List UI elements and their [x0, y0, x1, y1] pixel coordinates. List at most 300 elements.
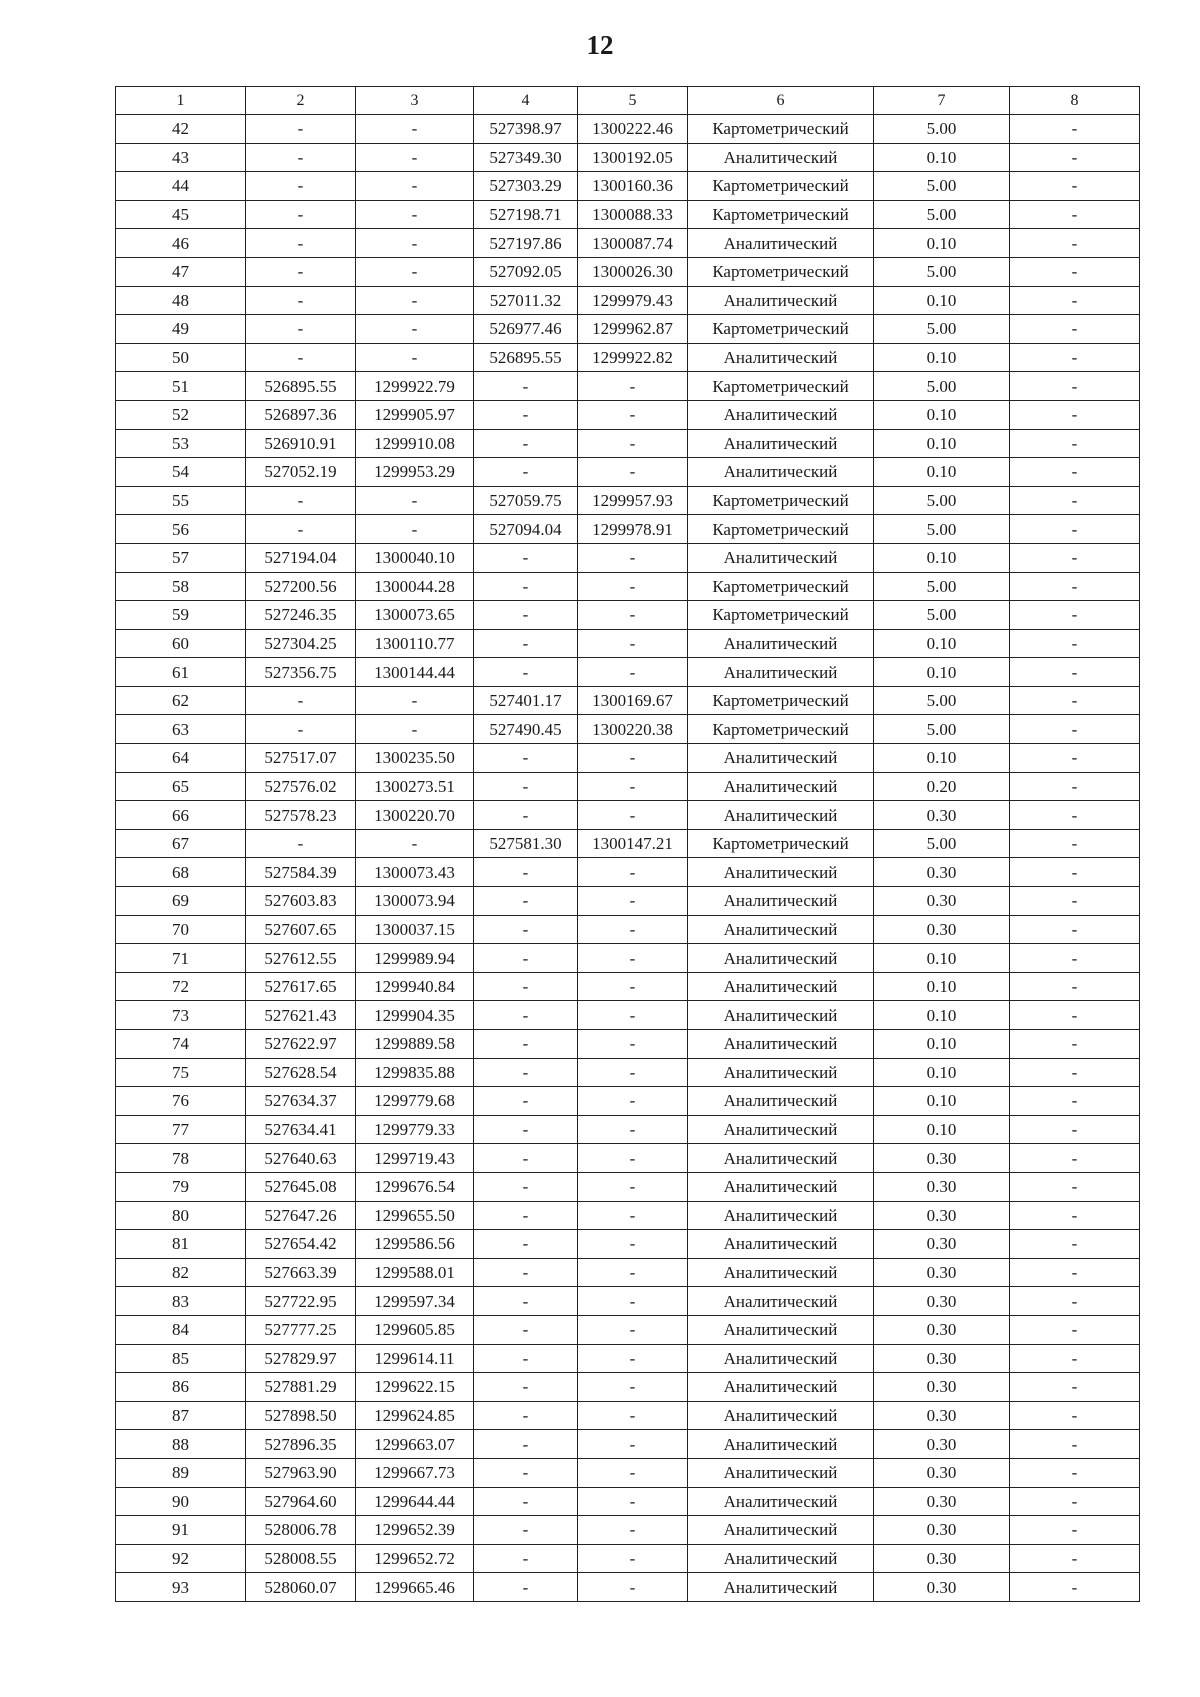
cell-existing-x: 527634.41: [246, 1115, 356, 1144]
cell-existing-y: -: [356, 286, 474, 315]
cell-point-number: 80: [116, 1201, 246, 1230]
table-row: [116, 686, 1140, 715]
cell-existing-y: -: [356, 115, 474, 144]
cell-description: -: [1010, 372, 1140, 401]
cell-accuracy: 0.10: [874, 429, 1010, 458]
cell-existing-x: -: [246, 115, 356, 144]
cell-existing-y: 1300220.70: [356, 801, 474, 830]
cell-existing-y: -: [356, 829, 474, 858]
cell-accuracy: 0.30: [874, 1487, 1010, 1516]
cell-description: -: [1010, 1258, 1140, 1287]
cell-existing-x: 527645.08: [246, 1172, 356, 1201]
cell-method: Аналитический: [688, 429, 874, 458]
cell-description: -: [1010, 1201, 1140, 1230]
cell-existing-x: -: [246, 172, 356, 201]
table-row: [116, 1172, 1140, 1201]
table-row: [116, 229, 1140, 258]
cell-point-number: 57: [116, 543, 246, 572]
cell-description: -: [1010, 1230, 1140, 1259]
cell-point-number: 43: [116, 143, 246, 172]
cell-new-x: -: [474, 772, 578, 801]
cell-existing-y: 1299779.68: [356, 1087, 474, 1116]
cell-description: -: [1010, 1144, 1140, 1173]
cell-new-x: -: [474, 1544, 578, 1573]
cell-point-number: 44: [116, 172, 246, 201]
cell-new-y: -: [578, 1001, 688, 1030]
cell-method: Аналитический: [688, 1315, 874, 1344]
cell-accuracy: 0.10: [874, 944, 1010, 973]
cell-new-y: -: [578, 601, 688, 630]
cell-point-number: 61: [116, 658, 246, 687]
cell-description: -: [1010, 229, 1140, 258]
cell-accuracy: 0.30: [874, 1344, 1010, 1373]
cell-accuracy: 0.10: [874, 458, 1010, 487]
column-header-3: 3: [356, 87, 474, 115]
cell-existing-y: 1299588.01: [356, 1258, 474, 1287]
cell-point-number: 91: [116, 1516, 246, 1545]
cell-accuracy: 0.10: [874, 1087, 1010, 1116]
table-row: [116, 1458, 1140, 1487]
cell-method: Аналитический: [688, 1573, 874, 1602]
cell-existing-x: 527052.19: [246, 458, 356, 487]
column-header-6: 6: [688, 87, 874, 115]
table-row: [116, 601, 1140, 630]
cell-point-number: 63: [116, 715, 246, 744]
cell-existing-x: 527200.56: [246, 572, 356, 601]
cell-new-y: -: [578, 372, 688, 401]
cell-existing-x: 527963.90: [246, 1458, 356, 1487]
cell-new-y: -: [578, 1030, 688, 1059]
cell-new-y: -: [578, 543, 688, 572]
cell-description: -: [1010, 887, 1140, 916]
cell-accuracy: 0.10: [874, 1001, 1010, 1030]
cell-method: Аналитический: [688, 658, 874, 687]
cell-method: Аналитический: [688, 400, 874, 429]
cell-method: Аналитический: [688, 1458, 874, 1487]
cell-existing-y: 1299835.88: [356, 1058, 474, 1087]
cell-new-y: -: [578, 744, 688, 773]
cell-existing-y: 1299953.29: [356, 458, 474, 487]
cell-method: Аналитический: [688, 915, 874, 944]
cell-new-x: 527011.32: [474, 286, 578, 315]
cell-description: -: [1010, 944, 1140, 973]
cell-new-y: -: [578, 1573, 688, 1602]
cell-point-number: 92: [116, 1544, 246, 1573]
table-row: [116, 172, 1140, 201]
cell-existing-x: 527356.75: [246, 658, 356, 687]
cell-existing-x: 527881.29: [246, 1373, 356, 1402]
cell-new-y: -: [578, 1172, 688, 1201]
cell-accuracy: 5.00: [874, 115, 1010, 144]
table-row: [116, 1087, 1140, 1116]
cell-description: -: [1010, 515, 1140, 544]
cell-accuracy: 5.00: [874, 715, 1010, 744]
cell-new-y: -: [578, 1487, 688, 1516]
cell-existing-y: 1300037.15: [356, 915, 474, 944]
cell-point-number: 45: [116, 200, 246, 229]
cell-existing-x: 527896.35: [246, 1430, 356, 1459]
cell-new-y: -: [578, 1344, 688, 1373]
table-row: [116, 1344, 1140, 1373]
cell-accuracy: 0.30: [874, 1201, 1010, 1230]
cell-description: -: [1010, 915, 1140, 944]
cell-accuracy: 5.00: [874, 372, 1010, 401]
table-row: [116, 1058, 1140, 1087]
cell-accuracy: 5.00: [874, 601, 1010, 630]
cell-accuracy: 0.30: [874, 1544, 1010, 1573]
cell-description: -: [1010, 172, 1140, 201]
cell-accuracy: 5.00: [874, 515, 1010, 544]
cell-point-number: 79: [116, 1172, 246, 1201]
cell-new-y: -: [578, 1230, 688, 1259]
cell-new-x: -: [474, 944, 578, 973]
cell-existing-y: -: [356, 172, 474, 201]
cell-new-x: -: [474, 1258, 578, 1287]
cell-existing-y: 1300044.28: [356, 572, 474, 601]
cell-new-y: -: [578, 629, 688, 658]
cell-new-y: 1299957.93: [578, 486, 688, 515]
cell-existing-x: 527194.04: [246, 543, 356, 572]
cell-accuracy: 0.30: [874, 887, 1010, 916]
cell-existing-x: -: [246, 257, 356, 286]
cell-existing-x: 527621.43: [246, 1001, 356, 1030]
cell-existing-y: -: [356, 343, 474, 372]
cell-description: -: [1010, 458, 1140, 487]
cell-description: -: [1010, 286, 1140, 315]
cell-new-y: -: [578, 1315, 688, 1344]
table-row: [116, 1115, 1140, 1144]
cell-existing-y: -: [356, 200, 474, 229]
cell-new-x: -: [474, 1373, 578, 1402]
cell-accuracy: 0.30: [874, 1172, 1010, 1201]
cell-new-y: 1300087.74: [578, 229, 688, 258]
cell-new-x: 527197.86: [474, 229, 578, 258]
cell-existing-x: -: [246, 515, 356, 544]
cell-description: -: [1010, 1573, 1140, 1602]
table-row: [116, 1287, 1140, 1316]
cell-point-number: 47: [116, 257, 246, 286]
cell-new-x: -: [474, 1487, 578, 1516]
cell-new-y: 1299922.82: [578, 343, 688, 372]
cell-point-number: 67: [116, 829, 246, 858]
cell-existing-y: -: [356, 686, 474, 715]
cell-new-x: -: [474, 744, 578, 773]
cell-existing-x: 527722.95: [246, 1287, 356, 1316]
cell-new-y: -: [578, 1430, 688, 1459]
cell-point-number: 85: [116, 1344, 246, 1373]
cell-new-y: -: [578, 1144, 688, 1173]
table-row: [116, 286, 1140, 315]
cell-point-number: 58: [116, 572, 246, 601]
cell-accuracy: 0.30: [874, 1315, 1010, 1344]
cell-existing-x: 527640.63: [246, 1144, 356, 1173]
cell-new-y: -: [578, 801, 688, 830]
cell-point-number: 50: [116, 343, 246, 372]
cell-method: Аналитический: [688, 1172, 874, 1201]
cell-new-x: -: [474, 1230, 578, 1259]
cell-accuracy: 0.10: [874, 286, 1010, 315]
cell-accuracy: 5.00: [874, 172, 1010, 201]
cell-new-x: -: [474, 1115, 578, 1144]
cell-new-x: -: [474, 1401, 578, 1430]
cell-accuracy: 0.20: [874, 772, 1010, 801]
cell-method: Аналитический: [688, 229, 874, 258]
cell-point-number: 64: [116, 744, 246, 773]
table-row: [116, 1430, 1140, 1459]
cell-new-x: 527059.75: [474, 486, 578, 515]
cell-accuracy: 0.10: [874, 543, 1010, 572]
table-row: [116, 486, 1140, 515]
column-header-4: 4: [474, 87, 578, 115]
cell-existing-x: -: [246, 286, 356, 315]
cell-existing-x: 527647.26: [246, 1201, 356, 1230]
cell-method: Картометрический: [688, 572, 874, 601]
cell-accuracy: 0.30: [874, 801, 1010, 830]
cell-new-y: -: [578, 572, 688, 601]
cell-method: Аналитический: [688, 1058, 874, 1087]
cell-existing-y: 1300273.51: [356, 772, 474, 801]
cell-description: -: [1010, 1401, 1140, 1430]
cell-point-number: 65: [116, 772, 246, 801]
cell-existing-y: -: [356, 715, 474, 744]
cell-existing-y: 1299922.79: [356, 372, 474, 401]
cell-new-x: -: [474, 801, 578, 830]
cell-method: Картометрический: [688, 715, 874, 744]
cell-new-x: -: [474, 858, 578, 887]
cell-point-number: 56: [116, 515, 246, 544]
cell-description: -: [1010, 429, 1140, 458]
cell-new-y: -: [578, 887, 688, 916]
table-row: [116, 915, 1140, 944]
cell-method: Картометрический: [688, 515, 874, 544]
column-header-1: 1: [116, 87, 246, 115]
table-row: [116, 1230, 1140, 1259]
cell-new-y: -: [578, 972, 688, 1001]
cell-existing-y: -: [356, 515, 474, 544]
cell-existing-x: 527898.50: [246, 1401, 356, 1430]
cell-existing-x: 527964.60: [246, 1487, 356, 1516]
cell-existing-y: 1299644.44: [356, 1487, 474, 1516]
cell-existing-x: 527628.54: [246, 1058, 356, 1087]
cell-point-number: 68: [116, 858, 246, 887]
cell-existing-y: 1299719.43: [356, 1144, 474, 1173]
cell-existing-x: 528008.55: [246, 1544, 356, 1573]
cell-description: -: [1010, 115, 1140, 144]
table-row: [116, 1030, 1140, 1059]
cell-existing-x: 527617.65: [246, 972, 356, 1001]
cell-accuracy: 5.00: [874, 200, 1010, 229]
cell-new-y: 1300222.46: [578, 115, 688, 144]
cell-point-number: 72: [116, 972, 246, 1001]
cell-point-number: 89: [116, 1458, 246, 1487]
cell-new-x: -: [474, 1087, 578, 1116]
cell-method: Картометрический: [688, 486, 874, 515]
cell-existing-y: 1299614.11: [356, 1344, 474, 1373]
cell-point-number: 88: [116, 1430, 246, 1459]
cell-accuracy: 0.30: [874, 1458, 1010, 1487]
cell-new-x: -: [474, 1201, 578, 1230]
cell-existing-x: -: [246, 229, 356, 258]
cell-existing-x: -: [246, 486, 356, 515]
cell-new-x: -: [474, 1172, 578, 1201]
cell-description: -: [1010, 1544, 1140, 1573]
table-row: [116, 744, 1140, 773]
cell-description: -: [1010, 543, 1140, 572]
cell-point-number: 71: [116, 944, 246, 973]
cell-new-y: -: [578, 858, 688, 887]
table-row: [116, 515, 1140, 544]
cell-new-y: -: [578, 915, 688, 944]
cell-new-y: 1300220.38: [578, 715, 688, 744]
cell-new-x: -: [474, 1516, 578, 1545]
table-row: [116, 1144, 1140, 1173]
cell-description: -: [1010, 686, 1140, 715]
cell-accuracy: 0.10: [874, 229, 1010, 258]
cell-existing-x: -: [246, 715, 356, 744]
cell-existing-y: 1299989.94: [356, 944, 474, 973]
cell-new-x: 527398.97: [474, 115, 578, 144]
cell-method: Картометрический: [688, 115, 874, 144]
cell-new-y: 1300147.21: [578, 829, 688, 858]
table-row: [116, 1487, 1140, 1516]
cell-existing-y: -: [356, 143, 474, 172]
cell-new-y: -: [578, 1544, 688, 1573]
cell-accuracy: 5.00: [874, 572, 1010, 601]
cell-point-number: 84: [116, 1315, 246, 1344]
cell-description: -: [1010, 829, 1140, 858]
table-row: [116, 572, 1140, 601]
cell-method: Аналитический: [688, 801, 874, 830]
cell-new-y: 1299979.43: [578, 286, 688, 315]
table-row: [116, 429, 1140, 458]
cell-accuracy: 0.30: [874, 858, 1010, 887]
cell-method: Аналитический: [688, 744, 874, 773]
cell-accuracy: 0.10: [874, 400, 1010, 429]
cell-method: Аналитический: [688, 1144, 874, 1173]
cell-new-x: 527092.05: [474, 257, 578, 286]
cell-new-y: 1299978.91: [578, 515, 688, 544]
cell-new-x: 526977.46: [474, 315, 578, 344]
cell-method: Аналитический: [688, 1287, 874, 1316]
cell-method: Аналитический: [688, 1373, 874, 1402]
cell-new-y: -: [578, 1516, 688, 1545]
cell-new-x: -: [474, 972, 578, 1001]
cell-point-number: 49: [116, 315, 246, 344]
cell-existing-x: 526897.36: [246, 400, 356, 429]
cell-existing-y: 1299667.73: [356, 1458, 474, 1487]
header-row: [116, 87, 1140, 115]
table-row: [116, 858, 1140, 887]
cell-description: -: [1010, 343, 1140, 372]
table-row: [116, 1258, 1140, 1287]
table-row: [116, 1373, 1140, 1402]
cell-accuracy: 0.10: [874, 658, 1010, 687]
cell-new-y: -: [578, 429, 688, 458]
cell-existing-x: 527634.37: [246, 1087, 356, 1116]
cell-point-number: 59: [116, 601, 246, 630]
cell-existing-y: 1299910.08: [356, 429, 474, 458]
cell-existing-x: -: [246, 343, 356, 372]
cell-description: -: [1010, 572, 1140, 601]
table-row: [116, 658, 1140, 687]
cell-description: -: [1010, 486, 1140, 515]
cell-description: -: [1010, 1487, 1140, 1516]
cell-new-x: -: [474, 1058, 578, 1087]
cell-new-x: -: [474, 1001, 578, 1030]
cell-point-number: 46: [116, 229, 246, 258]
cell-description: -: [1010, 601, 1140, 630]
cell-existing-x: 527576.02: [246, 772, 356, 801]
cell-description: -: [1010, 143, 1140, 172]
cell-method: Аналитический: [688, 858, 874, 887]
cell-new-x: -: [474, 658, 578, 687]
cell-method: Аналитический: [688, 1230, 874, 1259]
cell-description: -: [1010, 744, 1140, 773]
cell-existing-x: 527517.07: [246, 744, 356, 773]
cell-new-x: 527303.29: [474, 172, 578, 201]
cell-existing-x: 527578.23: [246, 801, 356, 830]
cell-existing-y: 1299779.33: [356, 1115, 474, 1144]
column-header-8: 8: [1010, 87, 1140, 115]
cell-existing-y: 1299586.56: [356, 1230, 474, 1259]
table-row: [116, 315, 1140, 344]
cell-existing-y: 1299652.72: [356, 1544, 474, 1573]
cell-new-y: -: [578, 1287, 688, 1316]
cell-existing-x: -: [246, 143, 356, 172]
cell-new-y: 1300169.67: [578, 686, 688, 715]
cell-existing-x: 527663.39: [246, 1258, 356, 1287]
cell-accuracy: 0.30: [874, 1287, 1010, 1316]
cell-method: Картометрический: [688, 829, 874, 858]
cell-new-y: -: [578, 1258, 688, 1287]
cell-existing-y: 1300144.44: [356, 658, 474, 687]
cell-point-number: 75: [116, 1058, 246, 1087]
cell-existing-x: -: [246, 200, 356, 229]
cell-new-x: 527094.04: [474, 515, 578, 544]
cell-existing-x: 527622.97: [246, 1030, 356, 1059]
cell-existing-x: 528006.78: [246, 1516, 356, 1545]
cell-point-number: 87: [116, 1401, 246, 1430]
cell-method: Аналитический: [688, 1001, 874, 1030]
cell-description: -: [1010, 1172, 1140, 1201]
cell-accuracy: 0.30: [874, 915, 1010, 944]
cell-method: Аналитический: [688, 458, 874, 487]
cell-existing-x: 526910.91: [246, 429, 356, 458]
cell-accuracy: 0.30: [874, 1144, 1010, 1173]
cell-point-number: 69: [116, 887, 246, 916]
cell-point-number: 81: [116, 1230, 246, 1259]
cell-point-number: 82: [116, 1258, 246, 1287]
cell-description: -: [1010, 1001, 1140, 1030]
table-row: [116, 458, 1140, 487]
cell-point-number: 62: [116, 686, 246, 715]
coordinates-table: [115, 86, 1140, 1602]
cell-description: -: [1010, 315, 1140, 344]
cell-point-number: 60: [116, 629, 246, 658]
cell-new-y: -: [578, 1401, 688, 1430]
cell-existing-x: 527829.97: [246, 1344, 356, 1373]
table-row: [116, 829, 1140, 858]
table-row: [116, 143, 1140, 172]
cell-method: Аналитический: [688, 629, 874, 658]
cell-accuracy: 5.00: [874, 315, 1010, 344]
cell-new-x: -: [474, 543, 578, 572]
cell-method: Аналитический: [688, 944, 874, 973]
cell-point-number: 74: [116, 1030, 246, 1059]
table-row: [116, 1573, 1140, 1602]
cell-new-y: -: [578, 1087, 688, 1116]
cell-description: -: [1010, 1030, 1140, 1059]
